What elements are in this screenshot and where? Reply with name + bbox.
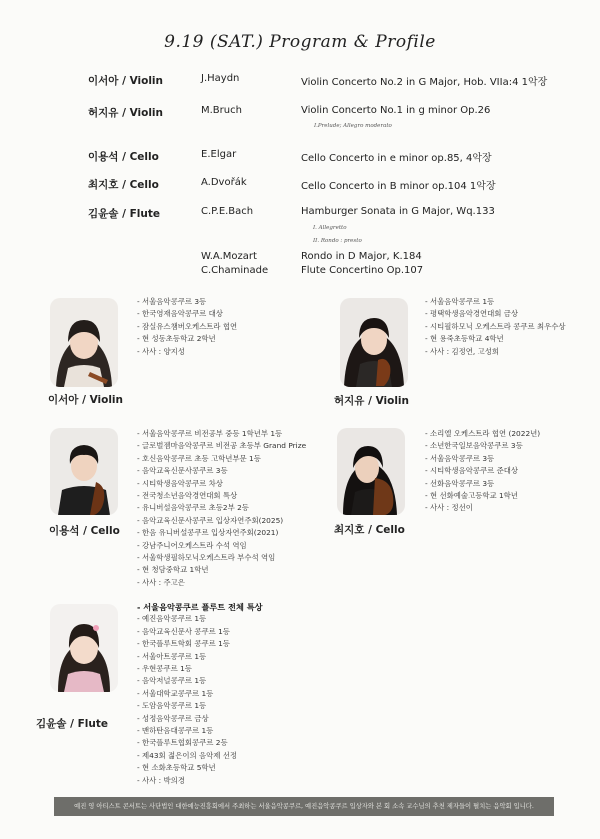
footer-banner: 예진 영 아티스트 콘서트는 사단법인 대한예능진흥회에서 주최하는 서울음악콩쿠르, 예진음악콩쿠르 입상자와 본 회 소속 교수님의 추천 제자들이 펼치는 음악회 입니다.: [54, 797, 554, 816]
program-movement: I.Prelude; Allegro moderato: [314, 123, 392, 129]
bio-item: - 소년한국일보음악콩쿠르 3등: [425, 441, 523, 451]
bio-item: - 서울음악콩쿠르 1등: [425, 297, 495, 306]
bio-item: - 글로벌젬마음악콩쿠르 비전공 초등부 Grand Prize: [137, 441, 307, 451]
bio-item: - 음악교육신문사콩쿠르 3등: [137, 466, 228, 476]
bio-item: - 사사 : 양지성: [137, 346, 185, 356]
program-performer: 이서아 / Violin: [88, 75, 164, 87]
bio-item: - 유니버설음악콩쿠르 초등2부 2등: [137, 503, 249, 513]
bio-item: - 소리엘 오케스트라 협연 (2022년): [425, 429, 541, 438]
bio-item: - 도암음악콩쿠르 1등: [137, 701, 207, 711]
program-performer: 허지유 / Violin: [88, 107, 164, 119]
bio-item: - 시티학생음악콩쿠르 준대상: [425, 466, 519, 476]
program-performer: 최지호 / Cello: [88, 179, 159, 191]
bio-item: - 사사 : 정선이: [425, 503, 473, 513]
bio-item: - 전국청소년음악경연대회 특상: [137, 491, 238, 501]
program-work: Violin Concerto No.2 in G Major, Hob. VIIa:4 1악장: [301, 77, 548, 88]
bio-item: - 한국영재음악콩쿠르 대상: [137, 309, 223, 319]
program-composer: A.Dvořák: [201, 177, 247, 188]
bio-item: - 현 성동초등학교 2학년: [137, 334, 216, 344]
program-work: Violin Concerto No.1 in g minor Op.26: [301, 105, 491, 116]
bio-item: - 제43회 젊은이의 음악제 선정: [137, 750, 238, 760]
profile-name: 이서아 / Violin: [48, 394, 124, 406]
bio-item: - 서울음악콩쿠르 3등: [425, 453, 495, 463]
bio-item: - 서울대학교콩쿠르 1등: [137, 688, 214, 698]
profile-photo: [340, 298, 408, 387]
program-composer: W.A.Mozart: [201, 251, 257, 262]
bio-item: - 예진음악콩쿠르 1등: [137, 614, 207, 624]
profile-name: 김윤솔 / Flute: [36, 718, 108, 730]
bio-item: - 음악교육신문사 콩쿠르 1등: [137, 626, 230, 636]
page-title: 9.19 (SAT.) Program & Profile: [164, 32, 436, 52]
program-performer: 김윤솔 / Flute: [88, 208, 160, 220]
bio-item: - 우현콩쿠르 1등: [137, 664, 192, 674]
bio-item: - 사사 : 주고은: [137, 577, 185, 587]
program-work: Flute Concertino Op.107: [301, 265, 424, 276]
bio-item: - 현 용죽초등학교 4학년: [425, 334, 504, 344]
profile-name: 허지유 / Violin: [334, 395, 410, 407]
profile-photo: [337, 428, 405, 515]
bio-item: - 현 청담중학교 1학년: [137, 565, 209, 575]
program-composer: C.P.E.Bach: [201, 206, 254, 217]
bio-item: - 사사 : 박의경: [137, 775, 185, 785]
profile-photo: [50, 604, 118, 692]
profile-name: 이용석 / Cello: [49, 525, 120, 537]
bio-item: - 사사 : 김정연, 고성희: [425, 346, 500, 356]
program-composer: J.Haydn: [201, 73, 240, 84]
bio-item: - 강남주니어오케스트라 수석 역임: [137, 540, 247, 550]
profile-bio: [425, 296, 566, 358]
profile-photo: [50, 298, 118, 387]
bio-item: - 성정음악콩쿠르 금상: [137, 713, 209, 723]
program-performer: 이용석 / Cello: [88, 151, 159, 163]
bio-item: - 호신음악콩쿠르 초등 고학년부문 1등: [137, 453, 261, 463]
bio-item: - 한국플루트협회콩쿠르 2등: [137, 738, 228, 748]
bio-item: - 시티학생음악콩쿠르 차상: [137, 478, 223, 488]
profile-photo: [50, 428, 118, 515]
bio-item: - 현 선화예술고등학교 1학년: [425, 491, 518, 501]
bio-item: - 서울학생필하모닉오케스트라 부수석 역임: [137, 553, 276, 563]
bio-item: - 맨하탄음대콩쿠르 1등: [137, 726, 214, 736]
bio-item: - 시티필하모닉 오케스트라 콩쿠르 최우수상: [425, 321, 566, 331]
profile-bio: [425, 428, 540, 515]
bio-item: - 음악교육신문사콩쿠르 입상자연주회(2025): [137, 515, 284, 525]
profile-bio: [137, 601, 263, 787]
profile-name: 최지호 / Cello: [334, 524, 405, 536]
bio-item: - 서울아트콩쿠르 1등: [137, 651, 207, 661]
bio-item: - 현 소화초등학교 5학년: [137, 763, 216, 773]
bio-item: - 평택학생음악경연대회 금상: [425, 309, 519, 319]
bio-highlight: - 서울음악콩쿠르 플루트 전체 특상: [137, 602, 263, 612]
bio-item: - 한국플루트학회 콩쿠르 1등: [137, 639, 230, 649]
program-work: Cello Concerto in B minor op.104 1악장: [301, 181, 496, 192]
bio-item: - 서울음악콩쿠르 비전공부 중등 1학년부 1등: [137, 429, 283, 438]
bio-item: - 음악저널콩쿠르 1등: [137, 676, 207, 686]
profile-bio: [137, 428, 306, 589]
bio-item: - 선화음악콩쿠르 3등: [425, 478, 495, 488]
program-movement: I. Allegretto: [313, 225, 347, 231]
program-composer: E.Elgar: [201, 149, 237, 160]
program-work: Hamburger Sonata in G Major, Wq.133: [301, 206, 495, 217]
bio-item: - 서울음악콩쿠르 3등: [137, 297, 207, 306]
bio-item: - 잠실유스챔버오케스트라 협연: [137, 321, 238, 331]
program-composer: M.Bruch: [201, 105, 242, 116]
bio-item: - 한음 유니버설콩쿠르 입상자연주회(2021): [137, 528, 279, 538]
program-work: Rondo in D Major, K.184: [301, 251, 422, 262]
profile-bio: [137, 296, 237, 358]
program-composer: C.Chaminade: [201, 265, 269, 276]
program-movement: II. Rondo : presto: [313, 238, 362, 244]
program-work: Cello Concerto in e minor op.85, 4악장: [301, 153, 492, 164]
